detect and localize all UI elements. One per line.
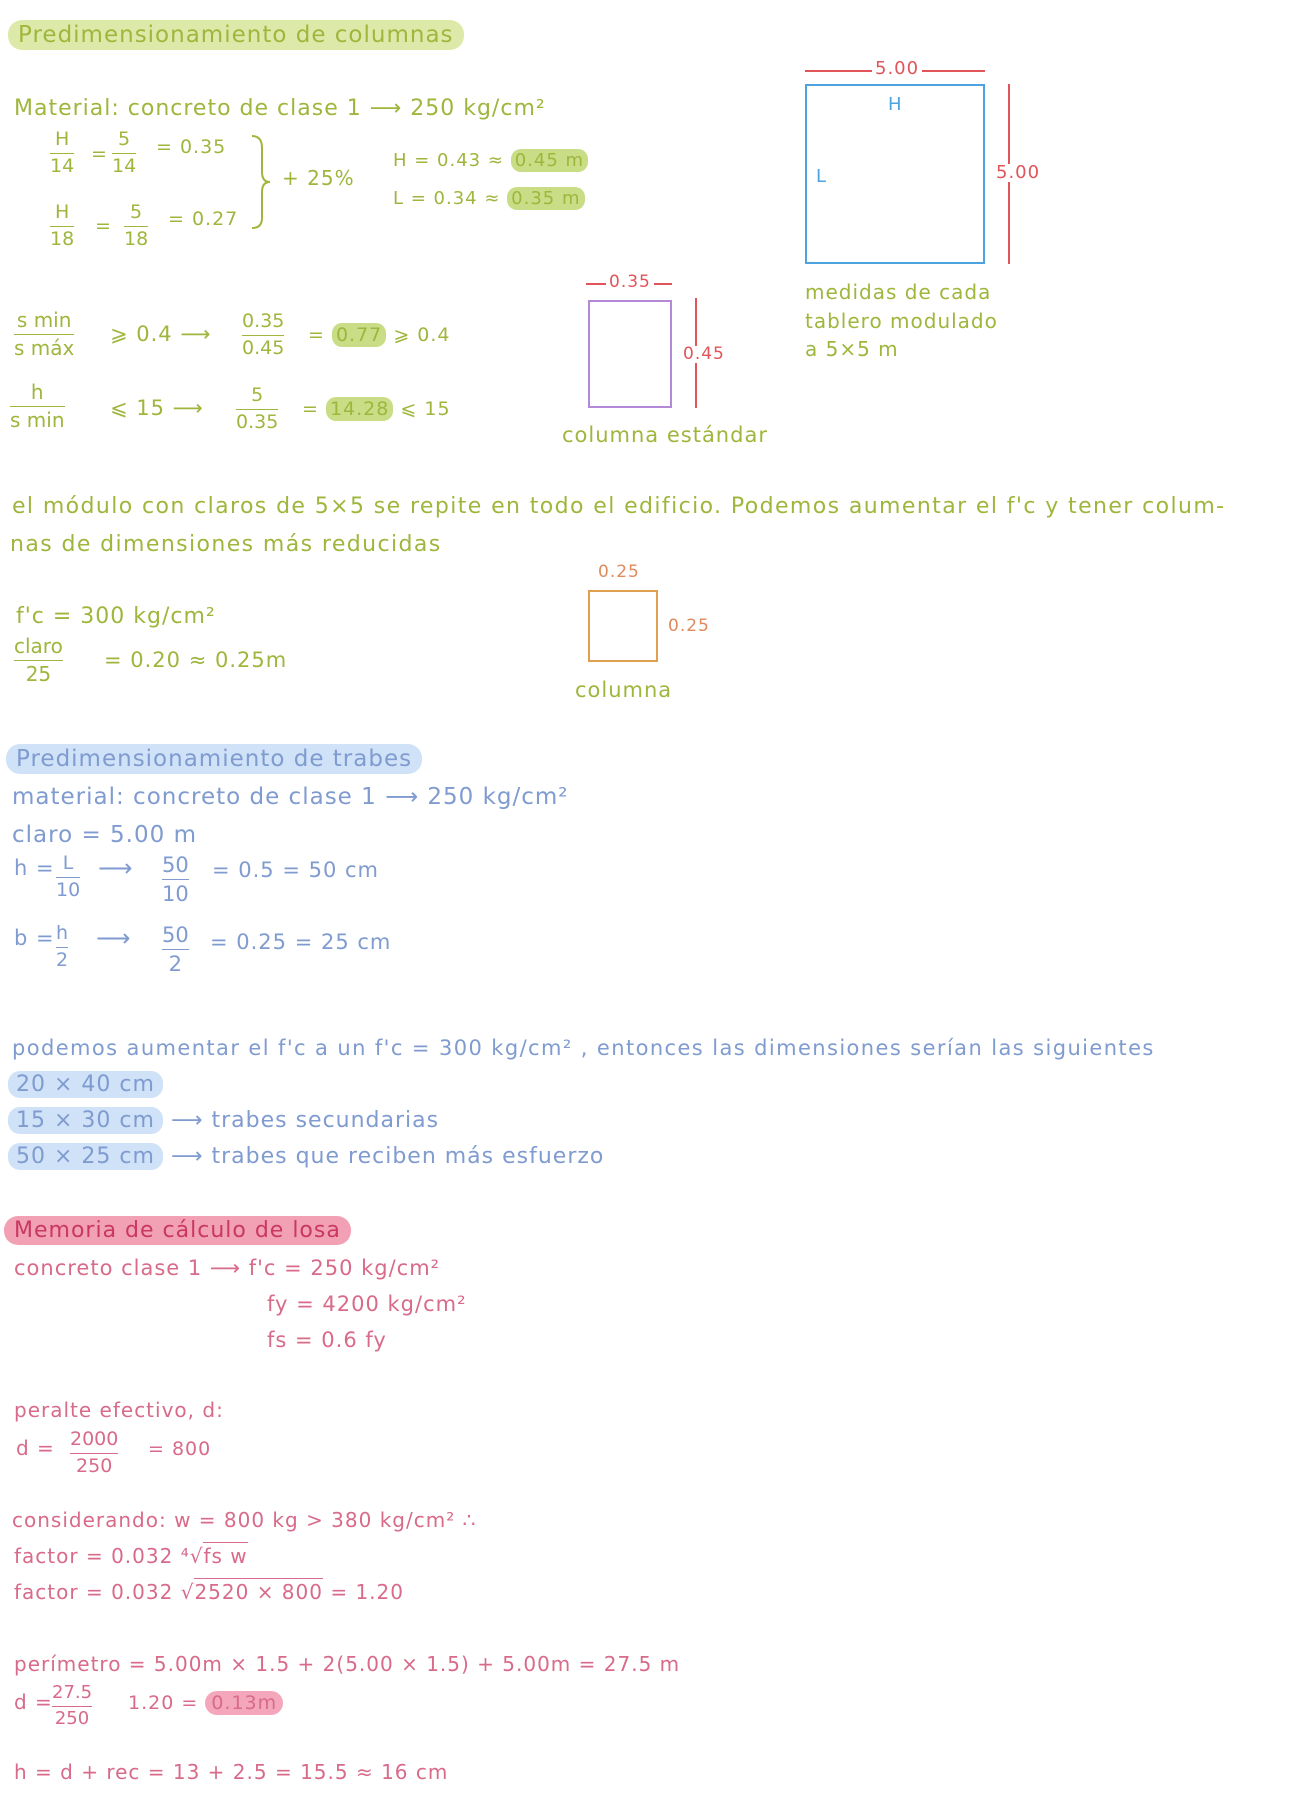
brace-icon <box>248 132 272 232</box>
fraction-h-18: H 18 <box>50 201 75 250</box>
square-dim-side: 0.25 <box>668 616 710 636</box>
tablero-label-h: H <box>888 94 903 115</box>
plus-25-percent: + 25% <box>282 166 355 190</box>
option-50x25: 50 × 25 cm ⟶ trabes que reciben más esfuerzo <box>8 1146 604 1168</box>
section-title-columnas: Predimensionamiento de columnas <box>8 24 464 47</box>
option-15x30: 15 × 30 cm ⟶ trabes secundarias <box>8 1110 439 1132</box>
reduced-column-shape <box>588 590 658 662</box>
standard-column-shape <box>588 300 672 408</box>
perimetro-line: perímetro = 5.00m × 1.5 + 2(5.00 × 1.5) + 5.00m = 27.5 m <box>14 1652 681 1676</box>
fraction-2000-250: 2000 250 <box>70 1428 119 1477</box>
slenderness-result: = 14.28 ⩽ 15 <box>302 398 451 420</box>
column-dim-top: 0.35 <box>606 274 654 291</box>
tablero-dim-top: 5.00 <box>872 60 922 78</box>
square-caption: columna <box>575 678 673 702</box>
fraction-h-smin: h s min <box>10 380 65 432</box>
h-line-losa: h = d + rec = 13 + 2.5 = 15.5 ≈ 16 cm <box>14 1760 449 1784</box>
fraction-smin-smax: s min s máx <box>14 308 75 360</box>
losa-line-3: fs = 0.6 fy <box>267 1328 387 1352</box>
fraction-50-10: 50 10 <box>162 853 189 907</box>
tablero-dim-side: 5.00 <box>996 162 1041 183</box>
factor-line-1: factor = 0.032 ⁴√fs w <box>14 1544 248 1568</box>
peralte-label: peralte efectivo, d: <box>14 1398 224 1422</box>
trabes-claro: claro = 5.00 m <box>12 822 197 848</box>
fraction-h-14: H 14 <box>50 128 75 177</box>
losa-line-1: concreto clase 1 ⟶ f'c = 250 kg/cm² <box>14 1256 441 1280</box>
factor-line-2: factor = 0.032 √2520 × 800 = 1.20 <box>14 1580 404 1604</box>
fraction-h-2: h 2 <box>56 922 69 971</box>
fraction-5-035: 5 0.35 <box>236 384 279 433</box>
fraction-50-2: 50 2 <box>162 923 189 977</box>
paragraph-line-1: el módulo con claros de 5×5 se repite en todo el edificio. Podemos aumentar el f'c y tener colum- <box>12 494 1226 519</box>
fraction-275-250: 27.5 250 <box>52 1682 93 1729</box>
fraction-5-18: 5 18 <box>124 201 149 250</box>
b-result-trabes: = 0.25 = 25 cm <box>210 930 392 954</box>
section-title-losa: Memoria de cálculo de losa <box>4 1220 351 1242</box>
column-dim-side: 0.45 <box>683 344 725 364</box>
paragraph-line-2: nas de dimensiones más reducidas <box>10 532 442 557</box>
tablero-label-l: L <box>816 166 828 187</box>
l-result: L = 0.34 ≈ 0.35 m <box>393 190 585 208</box>
d-result: = 800 <box>148 1438 212 1460</box>
h-result: H = 0.43 ≈ 0.45 m <box>393 152 588 170</box>
trabes-material: material: concreto de clase 1 ⟶ 250 kg/cm² <box>12 784 569 810</box>
square-dim-top: 0.25 <box>598 562 640 582</box>
fraction-5-14: 5 14 <box>112 128 137 177</box>
h-result-trabes: = 0.5 = 50 cm <box>212 858 380 882</box>
fc-value: f'c = 300 kg/cm² <box>16 604 216 629</box>
columnas-material: Material: concreto de clase 1 ⟶ 250 kg/cm² <box>14 96 546 121</box>
section-title-trabes: Predimensionamiento de trabes <box>6 748 422 771</box>
fraction-claro-25: claro 25 <box>14 634 63 686</box>
d2-result: 1.20 = 0.13m <box>128 1694 283 1713</box>
ratio-result: = 0.77 ⩾ 0.4 <box>308 324 451 346</box>
trabes-paragraph: podemos aumentar el f'c a un f'c = 300 kg/cm² , entonces las dimensiones serían las siguientes <box>12 1036 1155 1060</box>
fraction-l-10: L 10 <box>56 852 81 901</box>
claro-result: = 0.20 ≈ 0.25m <box>104 648 288 672</box>
fraction-035-045: 0.35 0.45 <box>242 310 285 359</box>
option-20x40: 20 × 40 cm <box>8 1074 163 1096</box>
considerando-line: considerando: w = 800 kg > 380 kg/cm² ∴ <box>12 1508 477 1532</box>
losa-line-2: fy = 4200 kg/cm² <box>267 1292 467 1316</box>
column-caption: columna estándar <box>562 423 768 447</box>
